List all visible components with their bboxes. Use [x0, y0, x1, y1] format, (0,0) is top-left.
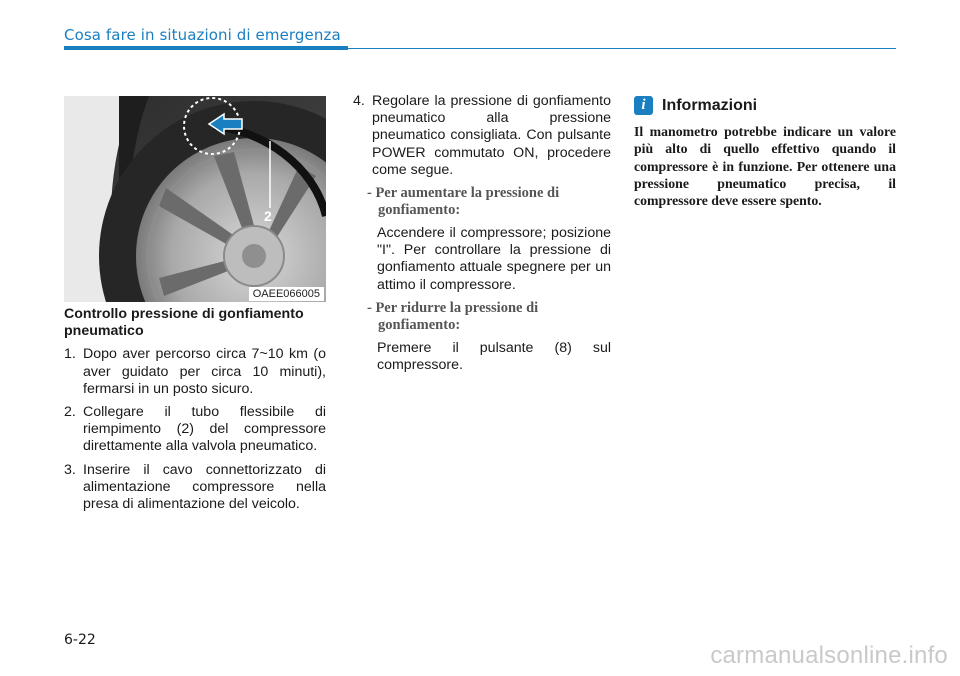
header-rule-thick [64, 46, 348, 50]
item-text: Collegare il tubo flessibile di riempimento (2) del compressore direttamente alla valvola pneumatico. [83, 404, 326, 455]
list-item [64, 346, 326, 398]
subheading-decrease: - Per ridurre la pressione di gonfiamento: [367, 299, 539, 333]
list-item [353, 93, 611, 179]
subheading-increase: - Per aumentare la pressione di gonfiamento: [367, 185, 560, 219]
figure-code: OAEE066005 [249, 287, 324, 301]
subtext-increase: Accendere il compressore; posizione "I". Per controllare la pressione di gonfiamento attuale spegnere per un attimo il compressore. [377, 225, 611, 293]
info-box [634, 96, 896, 209]
info-header [634, 96, 896, 115]
item-text: Inserire il cavo connettorizzato di alimentazione compressore nella presa di alimentazione del veicolo. [83, 461, 326, 513]
tire-compressor-figure [64, 96, 326, 302]
item-number: 4. [353, 93, 365, 109]
item-number: 1. [64, 346, 76, 363]
list-item [64, 462, 326, 514]
subtext-decrease: Premere il pulsante (8) sul compressore. [377, 339, 611, 374]
info-text: Il manometro potrebbe indicare un valore più alto di quello effettivo quando il compressore è in funzione. Per ottenere una pressione pneumatico precisa, il compressore deve essere spento. [634, 124, 896, 209]
watermark: carmanualsonline.info [710, 642, 948, 669]
item-number: 3. [64, 461, 76, 478]
wheel-illustration [64, 96, 326, 302]
page-number: 6-22 [64, 632, 96, 648]
column-middle [353, 93, 611, 374]
item-number: 2. [64, 404, 76, 421]
section-title: Cosa fare in situazioni di emergenza [64, 26, 341, 44]
info-icon: i [634, 96, 653, 115]
procedure-title: Controllo pressione di gonfiamento pneumatico [64, 306, 304, 340]
info-title: Informazioni [662, 96, 758, 114]
item-text: Regolare la pressione di gonfiamento pneumatico alla pressione pneumatico consigliata. Con pulsante POWER commutato ON, procedere come segue. [372, 93, 611, 178]
callout-label: 2 [264, 208, 272, 224]
list-item [64, 404, 326, 456]
column-left [64, 306, 326, 519]
item-text: Dopo aver percorso circa 7~10 km (o aver guidato per circa 10 minuti), fermarsi in un posto sicuro. [83, 346, 326, 397]
header-rule-thin [348, 48, 896, 49]
